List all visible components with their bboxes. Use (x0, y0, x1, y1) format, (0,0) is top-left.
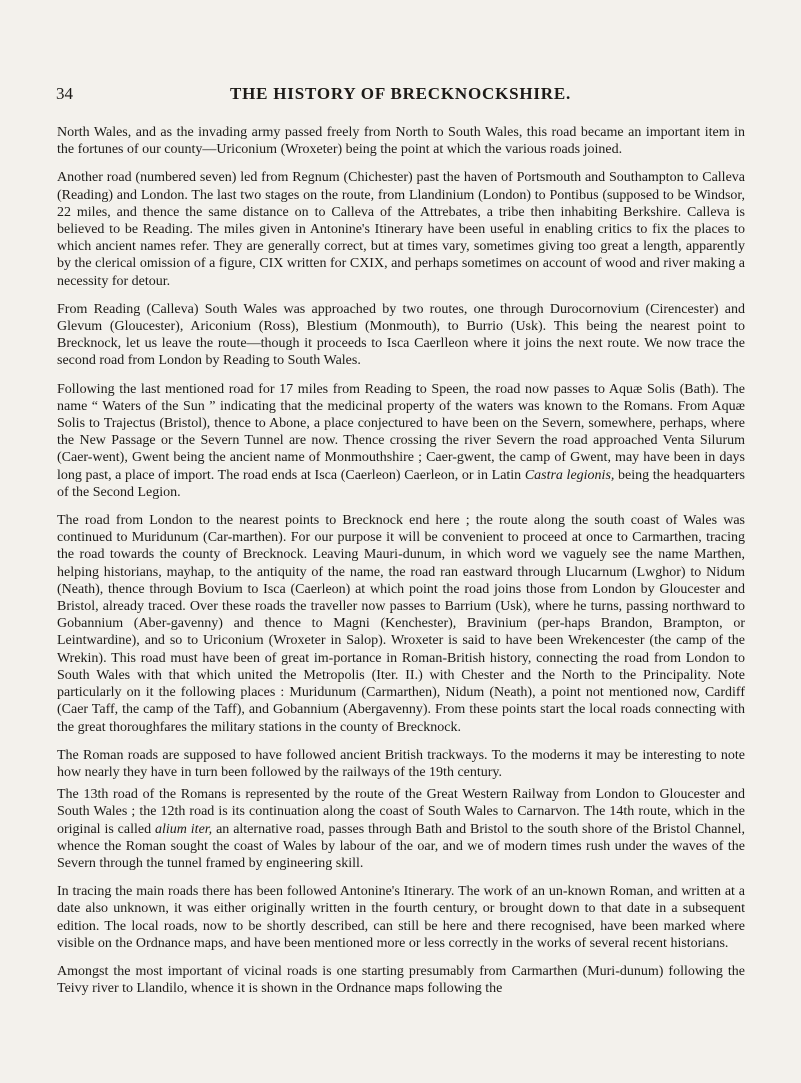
running-title: THE HISTORY OF BRECKNOCKSHIRE. (229, 84, 572, 103)
body-text (57, 124, 745, 1008)
paragraph: In tracing the main roads there has been followed Antonine's Itinerary. The work of an un-known Roman, and written at a date also unknown, it was either originally written in the fourth century, or brought down to that date in a subsequent edition. The local roads, now to be shortly described, can still be here and there recognised, have been marked where visible on the Ordnance maps, and have been mentioned more or less correctly in the works of several recent historians. (57, 884, 745, 951)
paragraph: The Roman roads are supposed to have followed ancient British trackways. To the moderns it may be interesting to note how nearly they have in turn been followed by the railways of the 19th century. (57, 747, 745, 780)
page-header (56, 84, 745, 108)
latin-phrase: Castra legionis, (524, 467, 615, 483)
paragraph: North Wales, and as the invading army passed freely from North to South Wales, this road became an important item in the fortunes of our county—Uriconium (Wroxeter) being the point at which the various roads joined. (57, 125, 745, 158)
paragraph: The road from London to the nearest points to Brecknock end here ; the route along the south coast of Wales was continued to Muridunum (Car-marthen). For our purpose it will be convenient to proceed at once to Carmarthen, tracing the road towards the county of Brecknock. Leaving Mauri-dunum, in which word we vaguely see the name Marthen, helping historians, mayhap, to the antiquity of the name, the road ran eastward through Llucarnum (Lwghor) to Nidum (Neath), thence through Bovium to Isca (Caerleon) at which point the road joins those from London by Gloucester and Bristol, already traced. Over these roads the traveller now passes to Barrium (Usk), where he turns, passing northward to Gobannium (Aber-gavenny) and thence to Magni (Kenchester), Bravinium (per-haps Brandon, Brampton, or Leintwardine), and so to Uriconium (Wroxeter in Salop). Wroxeter is said to have been Wrekencester (the camp of the Wrekin). This road must have been of great im-portance in Roman-British history, connecting the road from London to South Wales with that which united the Metropolis (Iter. II.) with Chester and the North to the Principality. Note particularly on it the following places : Muridunum (Carmarthen), Nidum (Neath), a point not mentioned now, Cardiff (Caer Taff, the camp of the Taff), and Gobannium (Abergavenny). From these points start the local roads connecting with the great thoroughfares the military stations in the county of Brecknock. (57, 513, 745, 735)
paragraph (57, 381, 745, 501)
paragraph: Amongst the most important of vicinal roads is one starting presumably from Carmarthen (Muri-dunum) following the Teivy river to Llandilo, whence it is shown in the Ordnance maps following the (57, 963, 745, 997)
paragraph-text: being the headquarters of the Second Legion. (57, 467, 745, 500)
paragraph: From Reading (Calleva) South Wales was approached by two routes, one through Durocornovium (Cirencester) and Glevum (Gloucester), Ariconium (Ross), Blestium (Monmouth), to Burrio (Usk). This being the nearest point to Brecknock, let us leave the route—though it proceeds to Isca Caerlleon where it joins the next route. We now trace the second road from London by Reading to South Wales. (57, 301, 745, 369)
latin-phrase: alium iter, (155, 821, 213, 837)
page-number: 34 (56, 84, 73, 103)
paragraph-text: Following the last mentioned road for 17 miles from Reading to Speen, the road now passes to Aquæ Solis (Bath). The name “ Waters of the Sun ” indicating that the medicinal property of the waters was known to the Romans. From Aquæ Solis to Trajectus (Bristol), thence to Abone, a place conjectured to have been on the Severn, somewhere, perhaps, where the New Passage or the Severn Tunnel are now. Thence crossing the river Severn the road approached Venta Silurum (Caer-went), Gwent being the ancient name of Monmouthshire ; Caer-gwent, the camp of Gwent, may have been in days long past, a place of import. The road ends at Isca (Caerleon) Caerleon, or in Latin (57, 381, 745, 483)
paragraph: Another road (numbered seven) led from Regnum (Chichester) past the haven of Portsmouth and Southampton to Calleva (Reading) and London. The last two stages on the route, from Llandinium (London) to Pontibus (supposed to be Windsor, 22 miles, and thence the same distance on to Calleva of the Attrebates, a tribe then inhabiting Berkshire. Calleva is believed to be Reading. The miles given in Antonine's Itinerary have been useful in enabling critics to fix the places to which ancient names refer. They are generally correct, but at times vary, sometimes giving too great a length, apparently by the clerical omission of a figure, CIX written for CXIX, and perhaps sometimes on account of wood and river making a necessity for detour. (57, 170, 745, 289)
paragraph-text: The 13th road of the Romans is represented by the route of the Great Western Railway from London to Gloucester and South Wales ; the 12th road is its continuation along the coast of South Wales to Carnarvon. The 14th route, which in the original is called (57, 787, 745, 837)
paragraph-text: an alternative road, passes through Bath and Bristol to the south shore of the Bristol Channel, whence the Roman sought the coast of Wales by labour of the oar, and we of modern times rush under the waves of the Severn through the tunnel framed by engineering skill. (57, 821, 745, 871)
paragraph (57, 786, 745, 872)
